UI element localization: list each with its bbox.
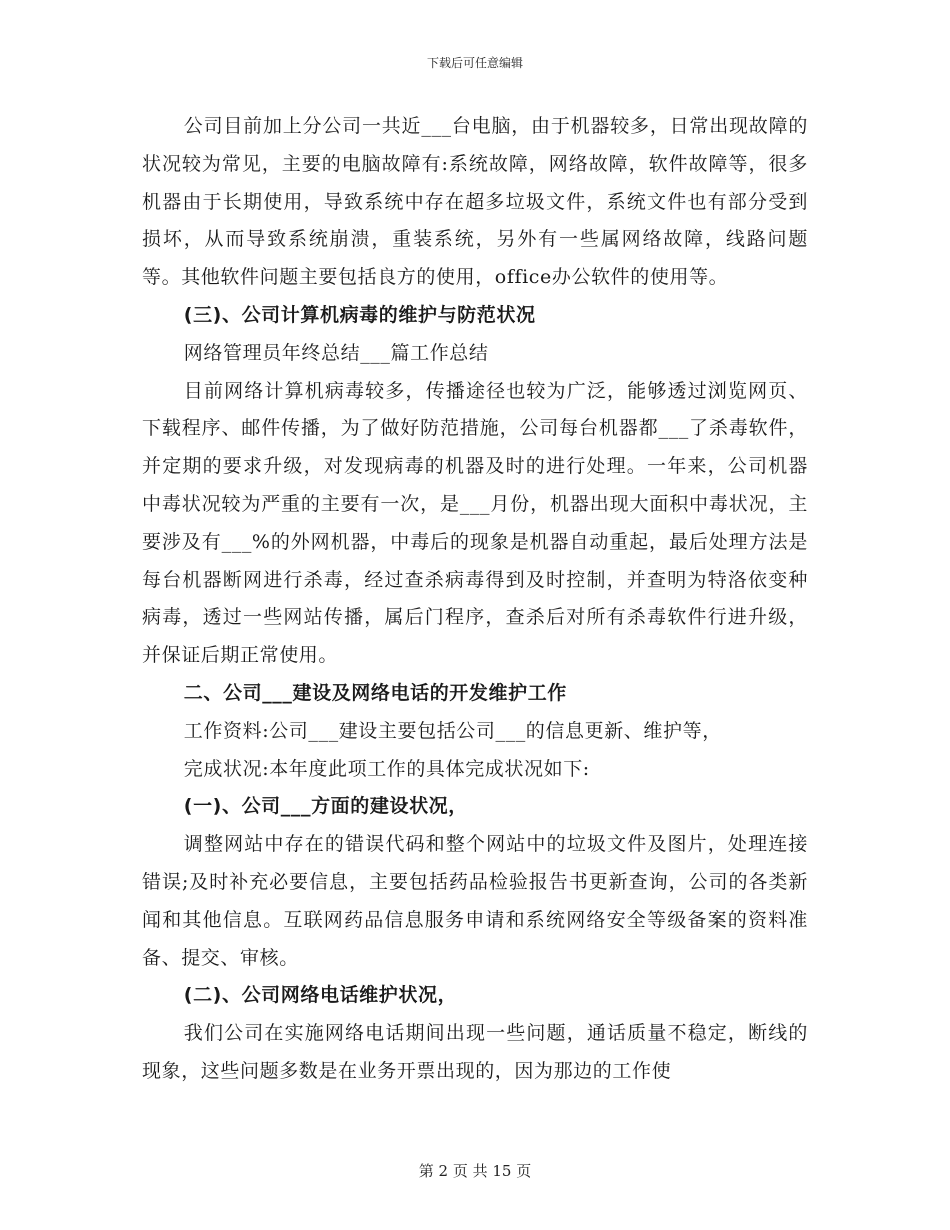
- heading-website-construction: (一)、公司___方面的建设状况，: [183, 795, 468, 818]
- heading-website-phone: 二、公司___建设及网络电话的开发维护工作: [183, 681, 567, 704]
- paragraph-website-maintenance: 调整网站中存在的错误代码和整个网站中的垃圾文件及图片，处理连接错误;及时补充必要信息，主要包括药品检验报告书更新查询，公司的各类新闻和其他信息。互联网药品信息服务申请和系统网络安全等级备案的资料准备、提交、审核。: [142, 833, 808, 969]
- heading-virus-protection: (三)、公司计算机病毒的维护与防范状况: [183, 303, 536, 326]
- page-number: 第 2 页 共 15 页: [418, 1162, 532, 1180]
- paragraph-work-content: 工作资料:公司___建设主要包括公司___的信息更新、维护等，: [183, 719, 722, 742]
- heading-network-phone: (二)、公司网络电话维护状况，: [183, 984, 458, 1007]
- paragraph-virus-situation: 目前网络计算机病毒较多，传播途径也较为广泛，能够透过浏览网页、下载程序、邮件传播，为了做好防范措施，公司每台机器都___了杀毒软件，并定期的要求升级，对发现病毒的机器及时的进行处理。一年来，公司机器中毒状况较为严重的主要有一次，是___月份，机器出现大面积中毒状况，主要涉及有___%的外网机器，中毒后的现象是机器自动重起，最后处理方法是每台机器断网进行杀毒，经过查杀病毒得到及时控制，并查明为特洛依变种病毒，透过一些网站传播，属后门程序，查杀后对所有杀毒软件行进升级，并保证后期正常使用。: [142, 379, 808, 667]
- paragraph-computer-faults: 公司目前加上分公司一共近___台电脑，由于机器较多，日常出现故障的状况较为常见，主要的电脑故障有:系统故障，网络故障，软件故障等，很多机器由于长期使用，导致系统中存在超多垃圾文件，系统文件也有部分受到损坏，从而导致系统崩溃，重装系统，另外有一些属网络故障，线路问题等。其他软件问题主要包括良方的使用，office办公软件的使用等。: [142, 115, 808, 289]
- document-body: [142, 108, 808, 1091]
- page-header: 下载后可任意编辑: [426, 56, 523, 70]
- paragraph-completion: 完成状况:本年度此项工作的具体完成状况如下:: [183, 757, 590, 780]
- paragraph-network-phone-issues: 我们公司在实施网络电话期间出现一些问题，通话质量不稳定，断线的现象，这些问题多数是在业务开票出现的，因为那边的工作使: [142, 1022, 808, 1082]
- paragraph-summary-title: 网络管理员年终总结___篇工作总结: [183, 341, 489, 364]
